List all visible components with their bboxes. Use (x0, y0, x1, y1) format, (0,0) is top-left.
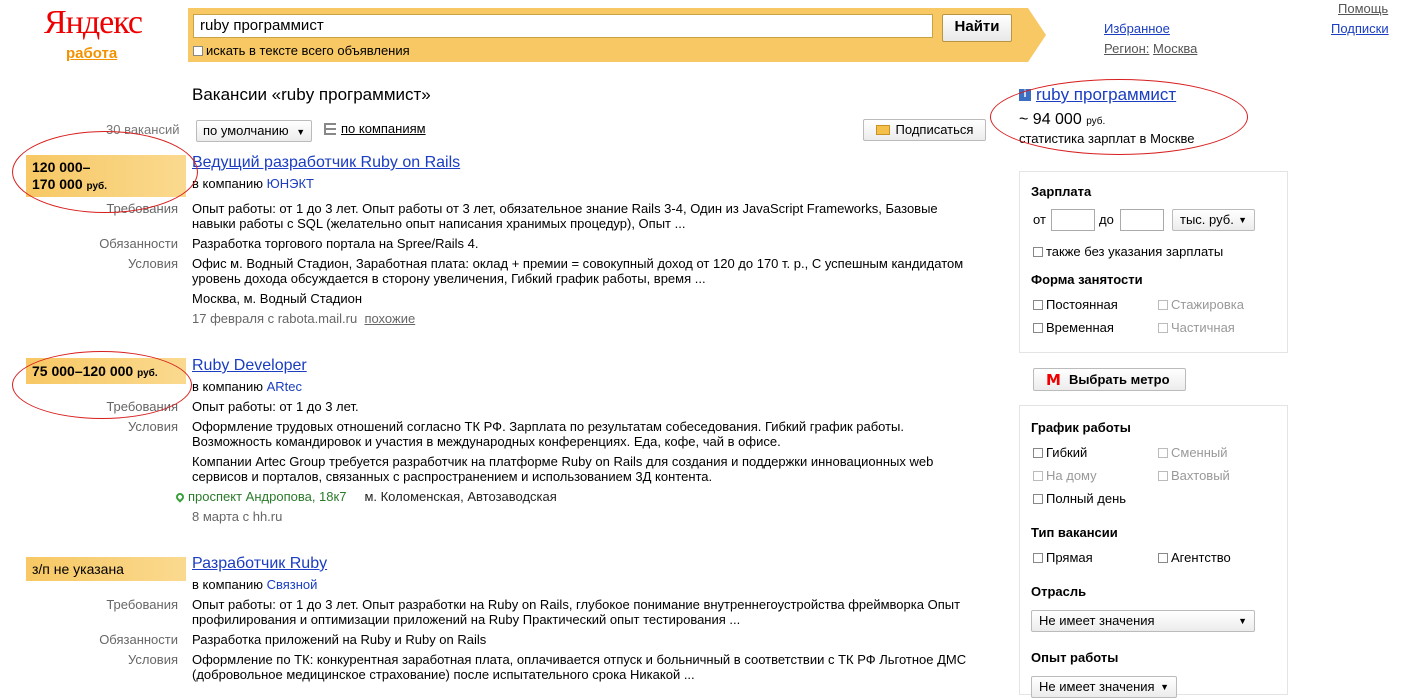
permanent-checkbox[interactable] (1033, 300, 1043, 310)
salary-line-1: 120 000– (32, 159, 91, 175)
conditions-label: Условия (127, 256, 178, 271)
stats-query-link[interactable]: ruby программист (1036, 85, 1177, 104)
schedule-shift[interactable] (1158, 445, 1228, 460)
schedule-flexible[interactable] (1033, 445, 1087, 460)
company-link[interactable]: ARtec (266, 379, 303, 394)
region-label: Регион: (1104, 41, 1150, 56)
region-value[interactable]: Москва (1152, 41, 1198, 56)
rotation-checkbox[interactable] (1158, 471, 1168, 481)
schedule-remote[interactable] (1033, 468, 1097, 483)
experience-filter-title: Опыт работы (1031, 650, 1119, 665)
salary-stats-note: статистика зарплат в Москве (1019, 131, 1195, 146)
fulltext-checkbox[interactable] (193, 46, 203, 56)
search-bar-arrow (1028, 8, 1046, 62)
partial-label: Частичная (1171, 320, 1235, 335)
vacancy-description: Компании Artec Group требуется разработчик на платформе Ruby on Rails для создания и поддержки инновационных web сервисов и порталов, связанных с распространением и использованием 3Д контента. (192, 454, 934, 484)
company-link[interactable]: ЮНЭКТ (266, 176, 314, 191)
map-pin-icon (174, 491, 185, 502)
employment-temporary[interactable] (1033, 320, 1114, 335)
region-selector[interactable] (1104, 41, 1197, 56)
remote-checkbox[interactable] (1033, 471, 1043, 481)
chevron-down-icon: ▼ (1160, 682, 1169, 692)
vacancy-title-link[interactable]: Разработчик Ruby (192, 555, 328, 572)
vacancy-company (192, 176, 314, 191)
no-salary-checkbox[interactable] (1033, 247, 1043, 257)
fullday-label: Полный день (1046, 491, 1127, 506)
subscribe-button[interactable] (863, 119, 986, 141)
sort-dropdown-label: по умолчанию (203, 123, 289, 138)
annotation-ellipse (990, 79, 1248, 155)
vacancy-meta (192, 311, 415, 326)
salary-to-input[interactable] (1120, 209, 1164, 231)
employment-permanent[interactable] (1033, 297, 1118, 312)
requirements-text: Опыт работы: от 1 до 3 лет. Опыт работы от 3 лет, обязательное знание Rails 3-4, Один из JavaScript Frameworks, Базовые навыки работы с SQL (желательно опыт написания хранимых процедур), Опыт ... (192, 201, 938, 231)
info-icon: i (1019, 89, 1031, 101)
salary-to-label: до (1099, 212, 1114, 227)
salary-range: 75 000–120 000 (32, 363, 134, 379)
choose-metro-label: Выбрать метро (1068, 372, 1170, 387)
employment-filter-title: Форма занятости (1031, 272, 1143, 287)
chevron-down-icon: ▼ (1238, 616, 1247, 626)
salary-filter-title: Зарплата (1031, 184, 1092, 199)
requirements-label: Требования (106, 399, 178, 414)
salary-badge: з/п не указана (26, 557, 186, 581)
vacancy-address (176, 489, 557, 504)
vacancy-company (192, 577, 317, 592)
conditions-text: Офис м. Водный Стадион, Заработная плата: оклад + премии = совокупный доход от 120 до 170 т. р., С успешным кандидатом уровень дохода обсуждается в сторону увеличения, Гибкий график работы, время ... (192, 256, 964, 286)
requirements-text: Опыт работы: от 1 до 3 лет. Опыт разработки на Ruby on Rails, глубокое понимание внутреннегоустройства фреймворка Опыт профилирования и оптимизации приложений на Ruby Практический опыт тестирования ... (192, 597, 961, 627)
fulltext-label: искать в тексте всего объявления (206, 43, 410, 58)
employment-internship[interactable] (1158, 297, 1244, 312)
agency-checkbox[interactable] (1158, 553, 1168, 563)
date-source: 17 февраля с rabota.mail.ru (192, 311, 358, 326)
annotation-ellipse (12, 131, 198, 213)
vacancy-title-link[interactable]: Ведущий разработчик Ruby on Rails (192, 154, 461, 171)
currency-select[interactable] (1172, 209, 1255, 231)
vacancy-type-title: Тип вакансии (1031, 525, 1118, 540)
similar-link[interactable]: похожие (364, 311, 416, 326)
duties-text: Разработка приложений на Ruby и Ruby on Rails (192, 632, 487, 647)
experience-select[interactable] (1031, 676, 1177, 698)
logo-subtitle-rabota[interactable]: работа (66, 45, 118, 62)
choose-metro-button[interactable] (1033, 368, 1186, 391)
schedule-filter-title: График работы (1031, 420, 1131, 435)
yandex-logo[interactable] (44, 4, 142, 42)
no-salary-label: также без указания зарплаты (1046, 244, 1224, 259)
type-direct[interactable] (1033, 550, 1093, 565)
in-company-label: в компанию (192, 577, 263, 592)
vacancy-title-link[interactable]: Ruby Developer (192, 357, 307, 374)
search-button[interactable]: Найти (942, 14, 1012, 42)
salary-from-input[interactable] (1051, 209, 1095, 231)
page-title: Вакансии «ruby программист» (192, 85, 431, 104)
conditions-text: Оформление по ТК: конкурентная заработная плата, оплачивается отпуск и больничный в соответствии с ТК РФ Льготное ДМС (добровольное медицинское страхование) после испытательного срока Никакой ... (192, 652, 967, 682)
schedule-fullday[interactable] (1033, 491, 1126, 506)
shift-label: Сменный (1171, 445, 1228, 460)
duties-label: Обязанности (99, 236, 178, 251)
conditions-text: Оформление трудовых отношений согласно ТК РФ. Зарплата по результатам собеседования. Гибкий график работы. Возможность командировок и участия в международных конференциях. Еда, кофе, чай в офисе. (192, 419, 905, 449)
employment-partial[interactable] (1158, 320, 1235, 335)
conditions-label: Условия (127, 419, 178, 434)
no-salary-checkbox-row[interactable] (1033, 244, 1223, 259)
fulltext-checkbox-row[interactable] (193, 43, 410, 58)
temporary-checkbox[interactable] (1033, 323, 1043, 333)
duties-label: Обязанности (99, 632, 178, 647)
date-source: 8 марта с hh.ru (192, 509, 283, 524)
direct-checkbox[interactable] (1033, 553, 1043, 563)
industry-select-value: Не имеет значения (1039, 613, 1155, 628)
stats-currency: руб. (1086, 116, 1106, 127)
list-icon (324, 123, 336, 135)
sort-by-company-label: по компаниям (341, 121, 426, 136)
remote-label: На дому (1046, 468, 1097, 483)
schedule-rotation[interactable] (1158, 468, 1230, 483)
requirements-text: Опыт работы: от 1 до 3 лет. (192, 399, 359, 414)
flexible-label: Гибкий (1046, 445, 1088, 460)
salary-currency: руб. (137, 368, 158, 379)
sort-dropdown[interactable] (196, 120, 312, 142)
temporary-label: Временная (1046, 320, 1114, 335)
metro-icon: М (1046, 370, 1061, 389)
conditions-label: Условия (127, 652, 178, 667)
in-company-label: в компанию (192, 176, 263, 191)
address-text[interactable]: проспект Андропова, 18к7 (188, 489, 347, 504)
salary-from-label: от (1033, 212, 1046, 227)
chevron-down-icon: ▼ (296, 127, 306, 137)
requirements-label: Требования (106, 597, 178, 612)
partial-checkbox[interactable] (1158, 323, 1168, 333)
experience-select-value: Не имеет значения (1039, 679, 1155, 694)
rotation-label: Вахтовый (1171, 468, 1230, 483)
salary-currency: руб. (86, 181, 107, 192)
in-company-label: в компанию (192, 379, 263, 394)
fullday-checkbox[interactable] (1033, 494, 1043, 504)
vacancy-count: 30 вакансий (106, 122, 180, 137)
chevron-down-icon: ▼ (1238, 215, 1247, 225)
logo-text: Яндекс (44, 4, 143, 41)
industry-select[interactable] (1031, 610, 1255, 632)
flexible-checkbox[interactable] (1033, 448, 1043, 458)
company-link[interactable]: Связной (266, 577, 318, 592)
currency-select-value: тыс. руб. (1180, 212, 1234, 227)
search-input[interactable]: ruby программист (193, 14, 933, 38)
subscribe-label: Подписаться (895, 122, 974, 137)
salary-line-2: 170 000 (32, 176, 83, 192)
agency-label: Агентство (1171, 550, 1231, 565)
envelope-icon (876, 125, 890, 135)
permanent-label: Постоянная (1046, 297, 1118, 312)
metro-stations: м. Коломенская, Автозаводская (364, 489, 557, 504)
duties-text: Разработка торгового портала на Spree/Rails 4. (192, 236, 479, 251)
shift-checkbox[interactable] (1158, 448, 1168, 458)
subscriptions-link[interactable]: Подписки (1331, 21, 1389, 36)
vacancy-location: Москва, м. Водный Стадион (192, 291, 363, 306)
internship-checkbox[interactable] (1158, 300, 1168, 310)
vacancy-company (192, 379, 302, 394)
industry-filter-title: Отрасль (1031, 584, 1087, 599)
requirements-label: Требования (106, 201, 178, 216)
annotation-ellipse (12, 351, 192, 419)
internship-label: Стажировка (1171, 297, 1244, 312)
sort-by-company-link[interactable] (324, 121, 426, 136)
type-agency[interactable] (1158, 550, 1231, 565)
favorites-link[interactable]: Избранное (1104, 21, 1170, 36)
direct-label: Прямая (1046, 550, 1093, 565)
help-link[interactable]: Помощь (1338, 1, 1389, 16)
stats-amount: ~ 94 000 (1019, 111, 1082, 128)
